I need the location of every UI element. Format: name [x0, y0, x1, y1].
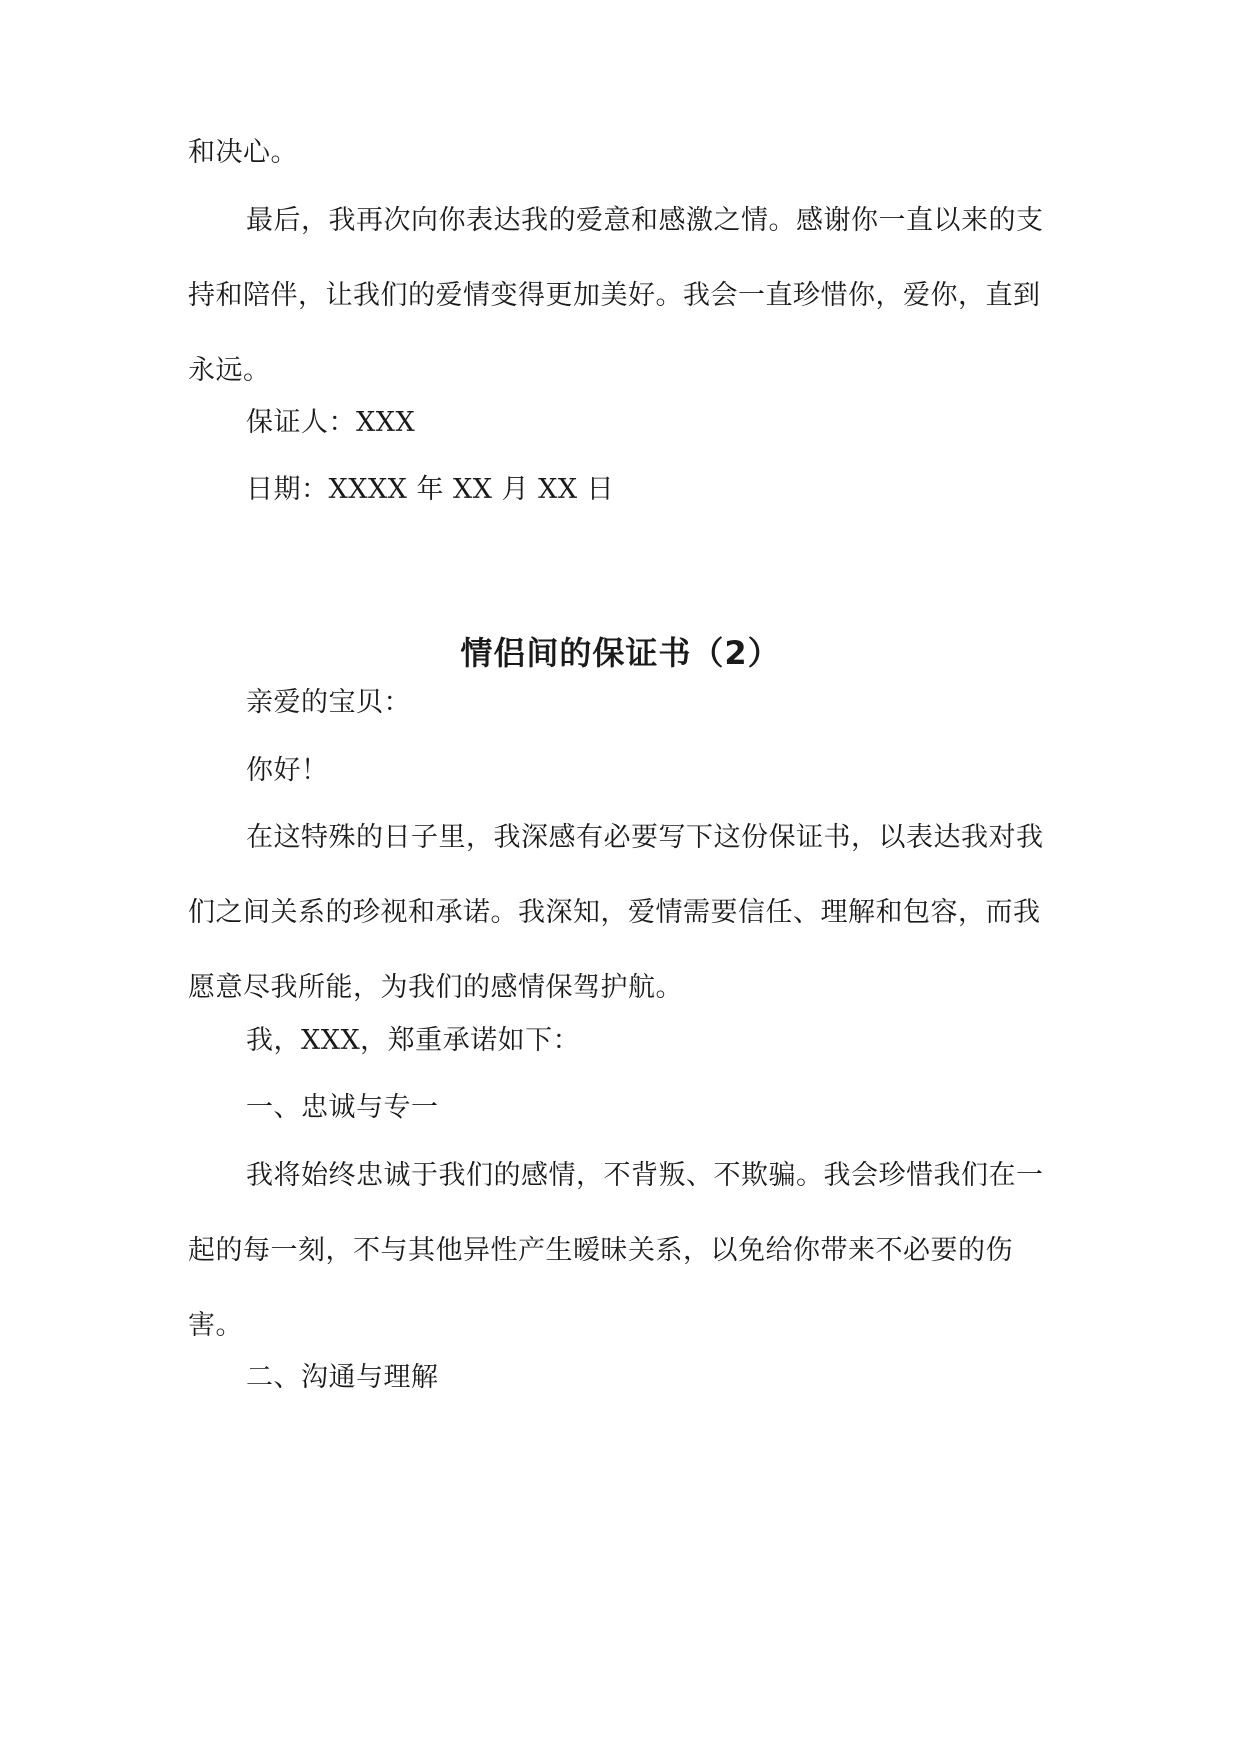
heading-loyalty: 一、忠诚与专一	[246, 1092, 439, 1123]
heading-communication: 二、沟通与理解	[246, 1362, 439, 1393]
guarantor-line: 保证人：XXX	[246, 407, 416, 438]
closing-paragraph: 最后，我再次向你表达我的爱意和感激之情。感谢你一直以来的支持和陪伴，让我们的爱情变得更加美好。我会一直珍惜你，爱你，直到永远。	[188, 205, 1044, 386]
pledge-intro: 我，XXX，郑重承诺如下：	[246, 1025, 581, 1056]
loyalty-paragraph: 我将始终忠诚于我们的感情，不背叛、不欺骗。我会珍惜我们在一起的每一刻，不与其他异性产生暧昧关系，以免给你带来不必要的伤害。	[188, 1160, 1044, 1341]
greeting: 你好！	[246, 755, 329, 786]
date-line: 日期：XXXX 年 XX 月 XX 日	[246, 474, 615, 505]
section-title: 情侣间的保证书（2）	[460, 634, 781, 672]
salutation: 亲爱的宝贝：	[246, 687, 411, 718]
intro-paragraph: 在这特殊的日子里，我深感有必要写下这份保证书，以表达我对我们之间关系的珍视和承诺。我深知，爱情需要信任、理解和包容，而我愿意尽我所能，为我们的感情保驾护航。	[188, 822, 1044, 1003]
fragment-text: 和决心。	[188, 137, 298, 168]
